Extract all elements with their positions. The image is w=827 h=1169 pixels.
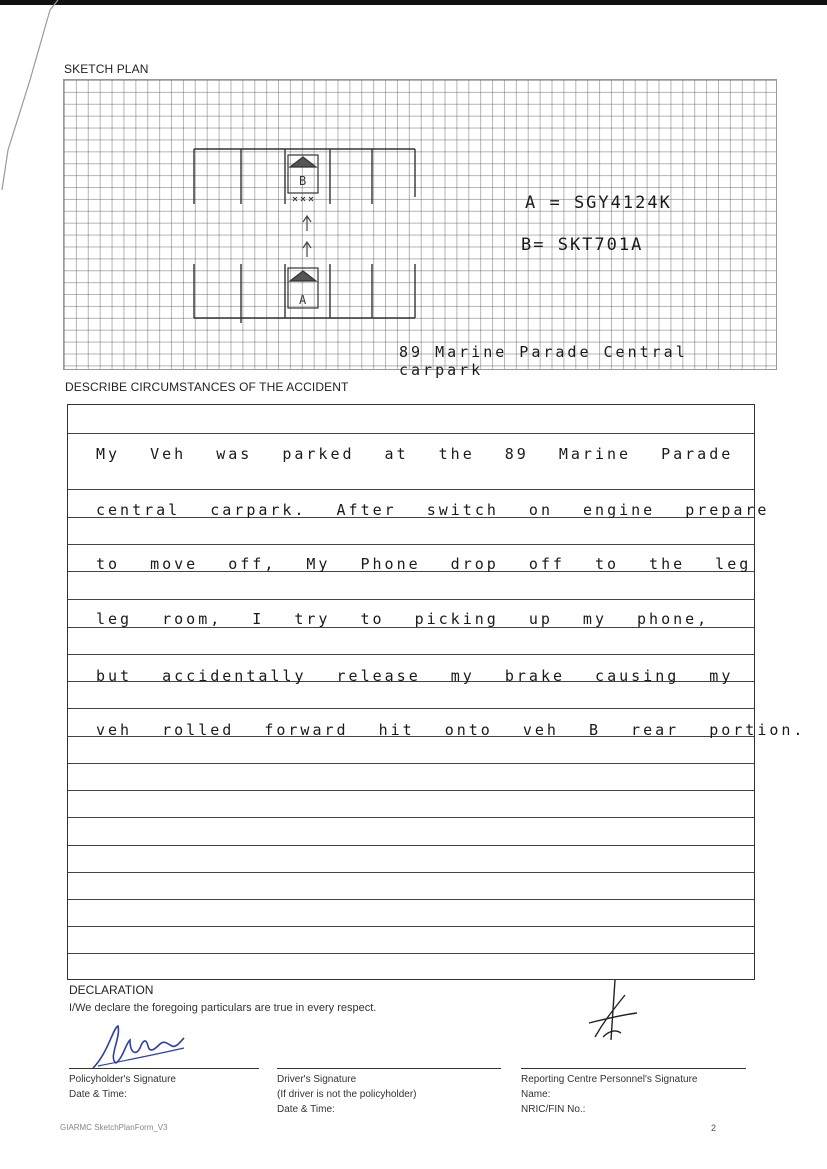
reporting-signature-mark: [585, 975, 645, 1045]
rule-line: [68, 817, 754, 818]
circumstance-line-3: to move off, My Phone drop off to the leg: [96, 555, 752, 573]
rule-line: [68, 790, 754, 791]
policyholder-signature-label: Policyholder's Signature: [69, 1074, 176, 1085]
reporting-name-label: Name:: [521, 1089, 551, 1100]
circumstance-line-5: but accidentally release my brake causing my: [96, 667, 734, 685]
location-text: 89 Marine Parade Central carpark: [399, 343, 688, 379]
driver-signature-line: [277, 1068, 501, 1069]
vehicle-b: [288, 155, 318, 201]
policyholder-signature-line: [69, 1068, 259, 1069]
policyholder-signature-mark: [88, 1018, 188, 1073]
vehicle-a: [288, 268, 318, 308]
rule-line: [68, 845, 754, 846]
policyholder-signature-block: [69, 1072, 176, 1102]
form-id: GIARMC SketchPlanForm_V3: [60, 1123, 168, 1132]
circumstances-title: DESCRIBE CIRCUMSTANCES OF THE ACCIDENT: [65, 380, 349, 394]
sketch-drawing: [63, 79, 777, 370]
rule-line: [68, 926, 754, 927]
rule-line: [68, 489, 754, 490]
declaration-title: DECLARATION: [69, 983, 154, 997]
rule-line: [68, 599, 754, 600]
driver-signature-label: Driver's Signature: [277, 1074, 357, 1085]
rule-line: [68, 763, 754, 764]
circumstance-line-4: leg room, I try to picking up my phone,: [96, 610, 710, 628]
reporting-nric-label: NRIC/FIN No.:: [521, 1104, 586, 1115]
rule-line: [68, 899, 754, 900]
vehicle-a-label: A: [299, 293, 307, 307]
circumstance-line-2: central carpark. After switch on engine prepare: [96, 501, 770, 519]
declaration-text: I/We declare the foregoing particulars are true in every respect.: [69, 1002, 377, 1014]
plate-a-text: A = SGY4124K: [525, 193, 672, 213]
driver-date-label: Date & Time:: [277, 1104, 335, 1115]
circumstance-line-1: My Veh was parked at the 89 Marine Parade: [96, 445, 734, 463]
vehicle-b-label: B: [299, 174, 307, 188]
reporting-signature-label: Reporting Centre Personnel's Signature: [521, 1074, 698, 1085]
sketch-plan-title: SKETCH PLAN: [64, 62, 149, 76]
scan-top-edge: [0, 0, 827, 5]
rule-line: [68, 544, 754, 545]
reporting-signature-line: [521, 1068, 746, 1069]
scan-shadow: [0, 0, 60, 200]
circumstance-line-6: veh rolled forward hit onto veh B rear portion.: [96, 721, 806, 739]
rule-line: [68, 433, 754, 434]
rule-line: [68, 872, 754, 873]
page-number: 2: [711, 1123, 717, 1133]
reporting-signature-block: [521, 1072, 697, 1117]
rule-line: [68, 953, 754, 954]
sketch-area: [63, 79, 777, 379]
rule-line: [68, 654, 754, 655]
driver-signature-block: [277, 1072, 417, 1117]
rule-line: [68, 708, 754, 709]
circumstances-box: [67, 404, 806, 980]
movement-arrows: [303, 216, 311, 257]
policyholder-date-label: Date & Time:: [69, 1089, 127, 1100]
plate-b-text: B= SKT701A: [521, 235, 644, 255]
driver-note: (If driver is not the policyholder): [277, 1089, 417, 1100]
